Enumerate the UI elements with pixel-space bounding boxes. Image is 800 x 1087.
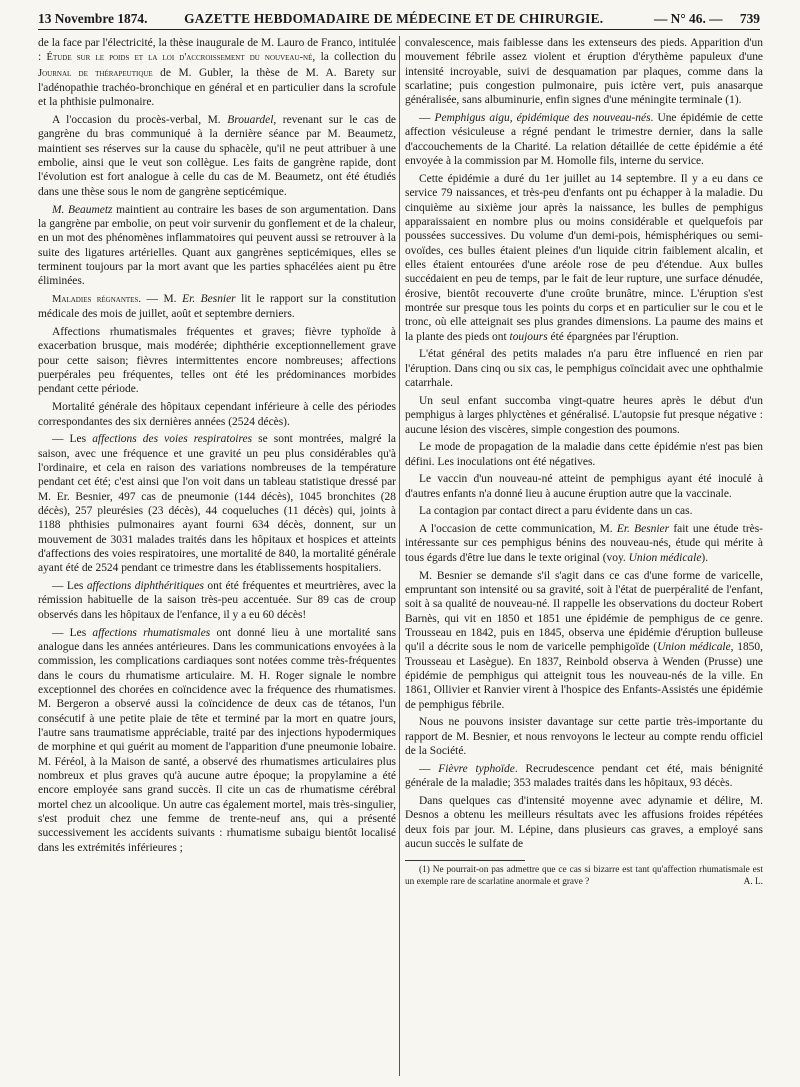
paragraph: Le mode de propagation de la maladie dans cette épidémie n'est pas bien défini. Les inoculations ont été négatives. — [405, 441, 763, 468]
journal-title: GAZETTE HEBDOMADAIRE DE MÉDECINE ET DE CHIRURGIE. — [184, 11, 604, 26]
paragraph: — Pemphigus aigu, épidémique des nouveau-nés. Une épidémie de cette affection vésiculeuse a régné pendant le trimestre dernier, dans la salle d'accouchements de la Charité. La relation détaillée de cette épidémie a été envoyée à la commission par M. Homolle fils, interne du service. — [405, 112, 763, 168]
paragraph: Affections rhumatismales fréquentes et graves; fièvre typhoïde à exacerbation brusque, mais modérée; diphthérie exceptionnellement grave pour cette saison; fièvres intermittentes encore nombreuses; affections puerpérales peu fréquentes, telles ont été les prédominances morbides pendant cette période. — [38, 326, 396, 396]
footnote-signature: A. L. — [743, 876, 763, 887]
paragraph: Dans quelques cas d'intensité moyenne avec adynamie et délire, M. Desnos a obtenu les meilleurs résultats avec les affusions froides répétées deux fois par jour. M. Lépine, dans plusieurs cas graves, a employé sans aucun succès le sulfate de — [405, 794, 763, 850]
paragraph: M. Beaumetz maintient au contraire les bases de son argumentation. Dans la gangrène par embolie, on peut voir survenir du gonflement et de la chaleur, en un mot des phénomènes inflammatoires qui peuvent aussi se retrouver à la suite des ligatures artérielles. Quant aux gangrènes septicémiques, elles se terminent toujours par la mort avant que les parties sphacélées aient pu être éliminées. — [38, 203, 396, 288]
paragraph: Le vaccin d'un nouveau-né atteint de pemphigus ayant été inoculé à d'autres enfants n'a donné lieu à aucune éruption autre que la vaccinale. — [405, 473, 763, 500]
paragraph: A l'occasion de cette communication, M. Er. Besnier fait une étude très-intéressante sur ces pemphigus bénins des nouveau-nés, étude qui mérite à tous égards d'être lue dans le texte original (voy. Union médicale). — [405, 523, 763, 564]
paragraph: Maladies régnantes. — M. Er. Besnier lit le rapport sur la constitution médicale des mois de juillet, août et septembre derniers. — [38, 293, 396, 321]
paragraph: — Les affections des voies respiratoires se sont montrées, malgré la saison, avec une fréquence et une gravité un peu plus considérables qu'à l'ordinaire, et cela en raison des variations nombreuses de la température pendant cet été; c'est ainsi que l'on voit dans un tableau statistique dressé par M. Er. Besnier, 497 cas de pneumonie (144 décès), 1045 bronchites (28 décès), 257 pleurésies (23 décès), 44 coqueluches (11 décès) qui, joints à 1188 phthisies pulmonaires ayant fourni 634 décès, donnent, sur un mouvement de 3031 malades traités dans les hôpitaux et hospices et atteints d'affections des voies respiratoires, une mortalité de 840, la mortalité générale ayant été de 2524 pendant ce trimestre dans les établissements hospitaliers. — [38, 433, 396, 575]
paragraph: M. Besnier se demande s'il s'agit dans ce cas d'une forme de varicelle, empruntant son intensité ou sa gravité, soit à l'état de puerpéralité de l'enfant, soit à sa qualité de nouveau-né. Il rappelle les observations du docteur Robert Barnès, qui vit en 1850 et 1851 une épidémie de pemphigus de ce genre. Trousseau en 1842, puis en 1845, observa une épidémie d'éruption bulleuse qu'il a décrite sous le nom de varicelle pemphigoïde (Union médicale, 1850, Trousseau et Lasègue). En 1837, Reinbold observa à Wenden (Prusse) une épidémie de pemphigus qui atteignit tous les nouveau-nés de la ville. En 1861, Ollivier et Ranvier virent à l'hospice des Enfants-Assistés une épidémie de pemphigus fébrile. — [405, 569, 763, 711]
right-column — [405, 36, 763, 1081]
footnote-divider — [405, 860, 525, 861]
header-date: 13 Novembre 1874. — [38, 11, 148, 26]
footnote: (1) Ne pourrait-on pas admettre que ce cas si bizarre est tant qu'affection rhumatismale est un exemple rare de scarlatine anormale et grave ? A. L. — [405, 865, 763, 887]
paragraph: — Les affections diphthéritiques ont été fréquentes et meurtrières, avec la rémission habituelle de la saison très-peu accentuée. Sur 89 cas de croup observés dans les hôpitaux de l'enfance, il y a eu 60 décès! — [38, 580, 396, 621]
paragraph: L'état général des petits malades n'a paru être influencé en rien par l'éruption. Dans cinq ou six cas, le pemphigus coïncidait avec une ophthalmie catarrhale. — [405, 348, 763, 390]
page-header — [38, 4, 760, 30]
paragraph: convalescence, mais faiblesse dans les extenseurs des pieds. Apparition d'un mouvement fébrile assez violent et éruption d'érythème papuleux d'une intensité incroyable, suivi de desquamation par plaques, comme dans la scarlatine; puis congestion pulmonaire, puis ictère vert, puis anasarque généralisée, sans albuminurie, enfin signes d'une méningite terminale (1). — [405, 37, 763, 107]
paragraph: — Les affections rhumatismales ont donné lieu à une mortalité sans analogue dans les années antérieures. Dans les communications envoyées à la commission, les complications cardiaques sont notées comme très-fréquentes dans le cours du rhumatisme articulaire. M. H. Roger signale le nombre exceptionnel des chorées en coïncidence avec la fréquence des rhumatismes. M. Bergeron a observé aussi la coïncidence de deux cas de tétanos, l'un consécutif à une petite plaie de tête et terminé par la mort en quatre jours, l'autre sans traumatisme appréciable, traité par des injections hypodermiques de morphine et qui guérit au moment de l'apparition d'une pneumonie lobaire. M. Féréol, à la Maison de santé, a observé des rhumatismes articulaires plus nombreux et plus graves qu'à aucune autre époque; la propylamine a été encore employée sans grand succès. Il cite un cas de rhumatisme cérébral mortel chez un alcoolique. Un autre cas également mortel, mais très-singulier, s'est produit chez une femme de trente-neuf ans, qui a présenté successivement les accidents suivants : rhumatisme subaigu bientôt localisé dans les extrémités inférieures ; — [38, 626, 396, 854]
header-right — [640, 11, 760, 27]
paragraph: Cette épidémie a duré du 1er juillet au 14 septembre. Il y a eu dans ce service 79 naissances, et très-peu d'enfants ont pu échapper à la maladie. Du cinquième au sixième jour après la naissance, les bulles de pemphigus apparaissaient en nombre plus ou moins considérable et quelquefois par poussées successives. Du volume d'un demi-pois, hémisphériques ou semi-ovoïdes, ces bulles étaient pleines d'un liquide citrin faiblement alcalin, et elles étaient entourées d'une aréole rose de peu d'étendue. Aux bulles succédaient en peu de temps, par le fait de leur rupture, une surface dénudée, érosive, bientôt recouverte d'une croûte brunâtre, mince. L'éruption s'est montrée sur presque tous les points du corps et en particulier sur le cou et le tronc, où elle atteignait ses plus grandes dimensions. La paume des mains et la plante des pieds ont toujours été épargnées par l'éruption. — [405, 172, 763, 343]
paragraph: A l'occasion du procès-verbal, M. Brouardel, revenant sur le cas de gangrène du bras communiqué à la dernière séance par M. Beaumetz, maintient ses réserves sur la cause du sphacèle, qu'il ne peut attribuer à une embolie, ainsi que le veut son collègue. Les faits de gangrène rapide, dont l'évolution est fort analogue à celle du cas de M. Beaumetz, ont été étudiés dans une thèse sous le nom de gangrène septicémique. — [38, 114, 396, 198]
paragraph: Nous ne pouvons insister davantage sur cette partie très-importante du rapport de M. Besnier, et nous renvoyons le lecteur au compte rendu officiel de la Société. — [405, 716, 763, 758]
page-number: 739 — [739, 11, 760, 26]
paragraph: Un seul enfant succomba vingt-quatre heures après le début d'un pemphigus à larges phlyctènes et généralisé. L'autopsie fut presque négative : aucune lésion des viscères, simple congestion des poumons. — [405, 394, 763, 436]
column-divider — [399, 36, 400, 1076]
paragraph: de la face par l'électricité, la thèse inaugurale de M. Lauro de Franco, intitulée : Étude sur le poids et la loi d'accroissement du nouveau-né, la collection du Journal de thérapeutique de M. Gubler, la thèse de M. A. Barety sur l'adénopathie trachéo-bronchique en général et en particulier dans la scrofule et la phthisie pulmonaire. — [38, 37, 396, 109]
paragraph: La contagion par contact direct a paru évidente dans un cas. — [419, 505, 693, 518]
left-column — [38, 36, 396, 1081]
paragraph: Mortalité générale des hôpitaux cependant inférieure à celle des périodes correspondantes des six dernières années (2524 décès). — [38, 401, 396, 428]
issue-number: — N° 46. — — [653, 11, 723, 26]
paragraph: — Fièvre typhoïde. Recrudescence pendant cet été, mais bénignité générale de la maladie; 353 malades traités dans les hôpitaux, 93 décès. — [405, 762, 763, 790]
